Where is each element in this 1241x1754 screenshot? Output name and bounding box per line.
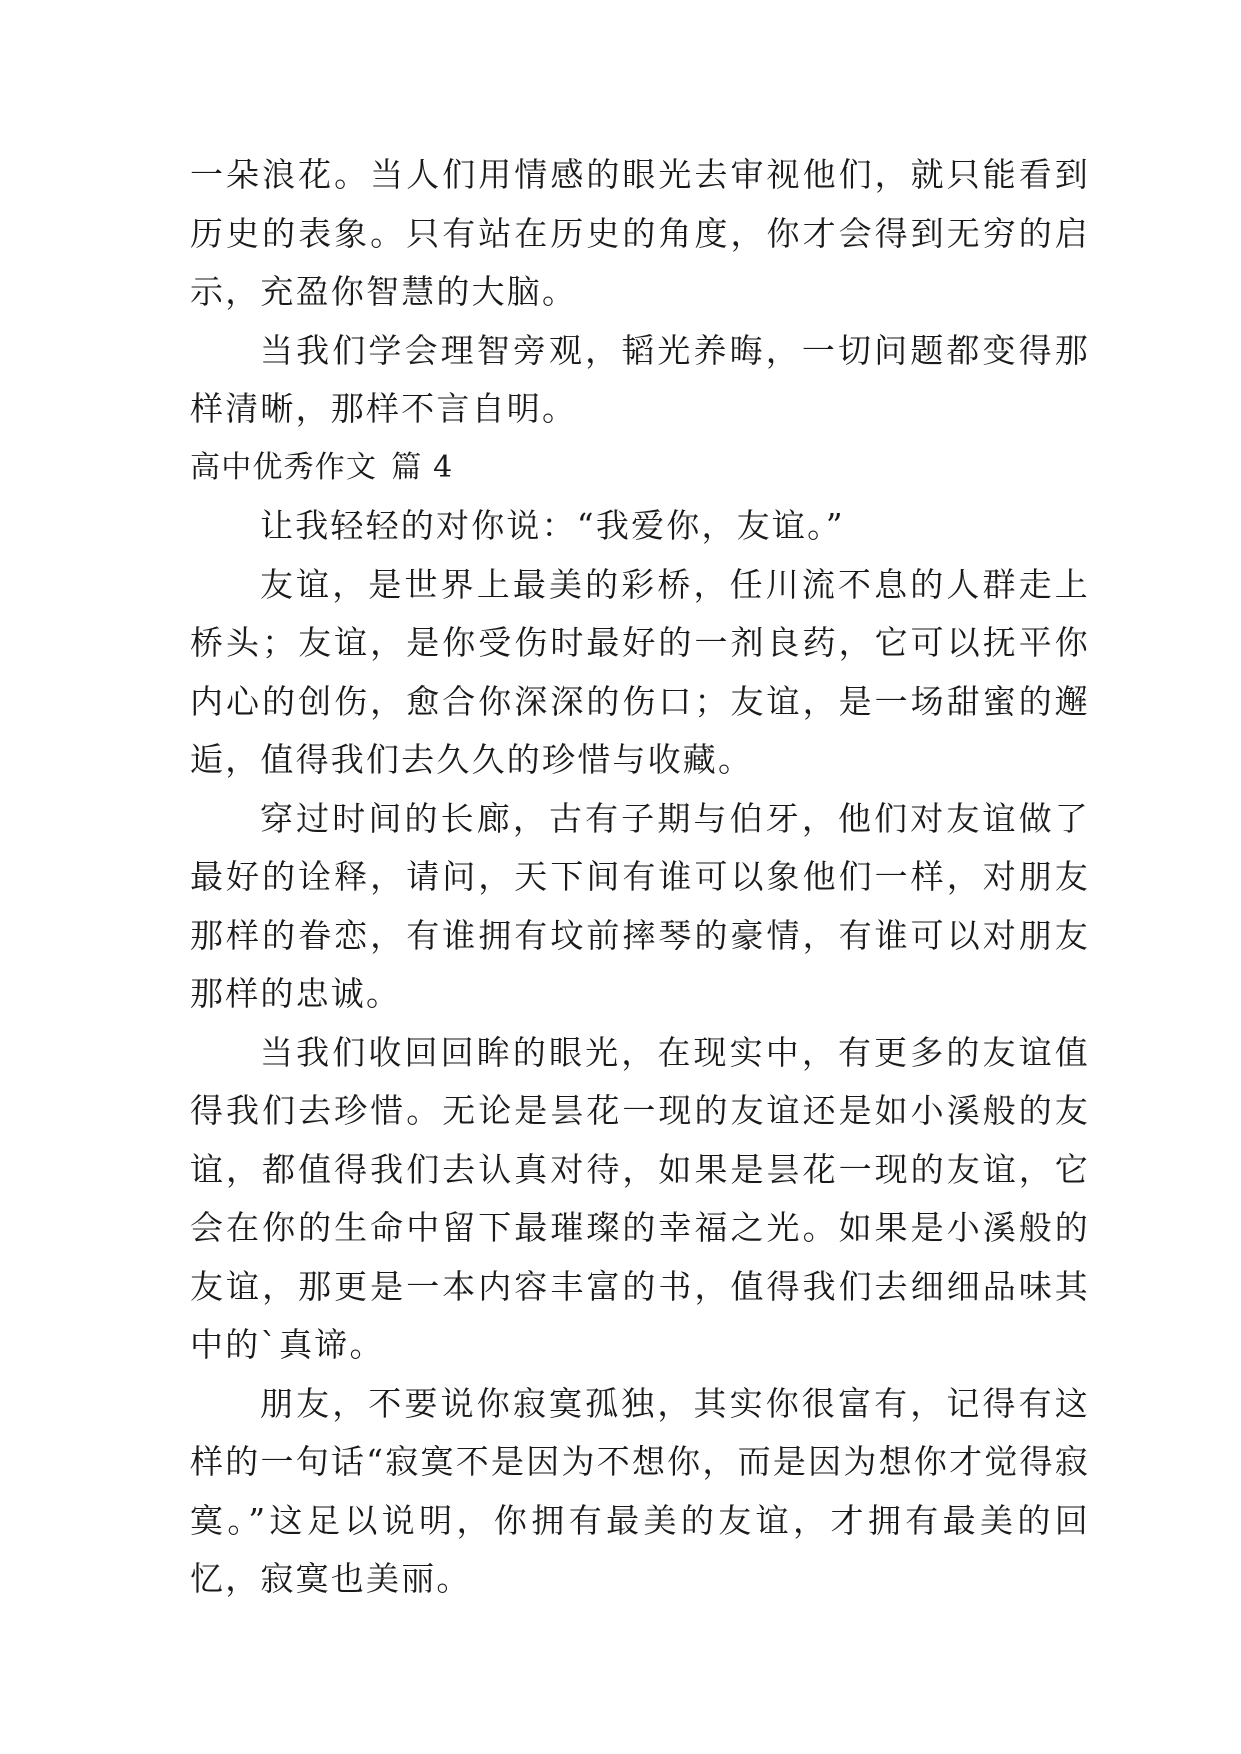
document-body: [190, 146, 1090, 1609]
paragraph: 友谊，是世界上最美的彩桥，任川流不息的人群走上桥头；友谊，是你受伤时最好的一剂良药，它可以抚平你内心的创伤，愈合你深深的伤口；友谊，是一场甜蜜的邂逅，值得我们去久久的珍惜与收藏。: [190, 564, 1090, 779]
paragraph-continued: 一朵浪花。当人们用情感的眼光去审视他们，就只能看到历史的表象。只有站在历史的角度，你才会得到无穷的启示，充盈你智慧的大脑。: [190, 155, 1090, 311]
paragraph: 穿过时间的长廊，古有子期与伯牙，他们对友谊做了最好的诠释，请问，天下间有谁可以象他们一样，对朋友那样的眷恋，有谁拥有坟前摔琴的豪情，有谁可以对朋友那样的忠诚。: [190, 798, 1090, 1013]
section-heading-number: 篇 4: [391, 449, 454, 485]
section-heading: [190, 439, 1090, 498]
paragraph: 朋友，不要说你寂寞孤独，其实你很富有，记得有这样的一句话“寂寞不是因为不想你，而是因为想你才觉得寂寞。”这足以说明，你拥有最美的友谊，才拥有最美的回忆，寂寞也美丽。: [190, 1383, 1090, 1598]
paragraph: 当我们收回回眸的眼光，在现实中，有更多的友谊值得我们去珍惜。无论是昙花一现的友谊还是如小溪般的友谊，都值得我们去认真对待，如果是昙花一现的友谊，它会在你的生命中留下最璀璨的幸福之光。如果是小溪般的友谊，那更是一本内容丰富的书，值得我们去细细品味其中的`真谛。: [190, 1032, 1090, 1364]
paragraph: 让我轻轻的对你说：“我爱你，友谊。”: [260, 506, 845, 545]
paragraph: 当我们学会理智旁观，韬光养晦，一切问题都变得那样清晰，那样不言自明。: [190, 330, 1090, 428]
section-heading-title: 高中优秀作文: [190, 449, 378, 485]
